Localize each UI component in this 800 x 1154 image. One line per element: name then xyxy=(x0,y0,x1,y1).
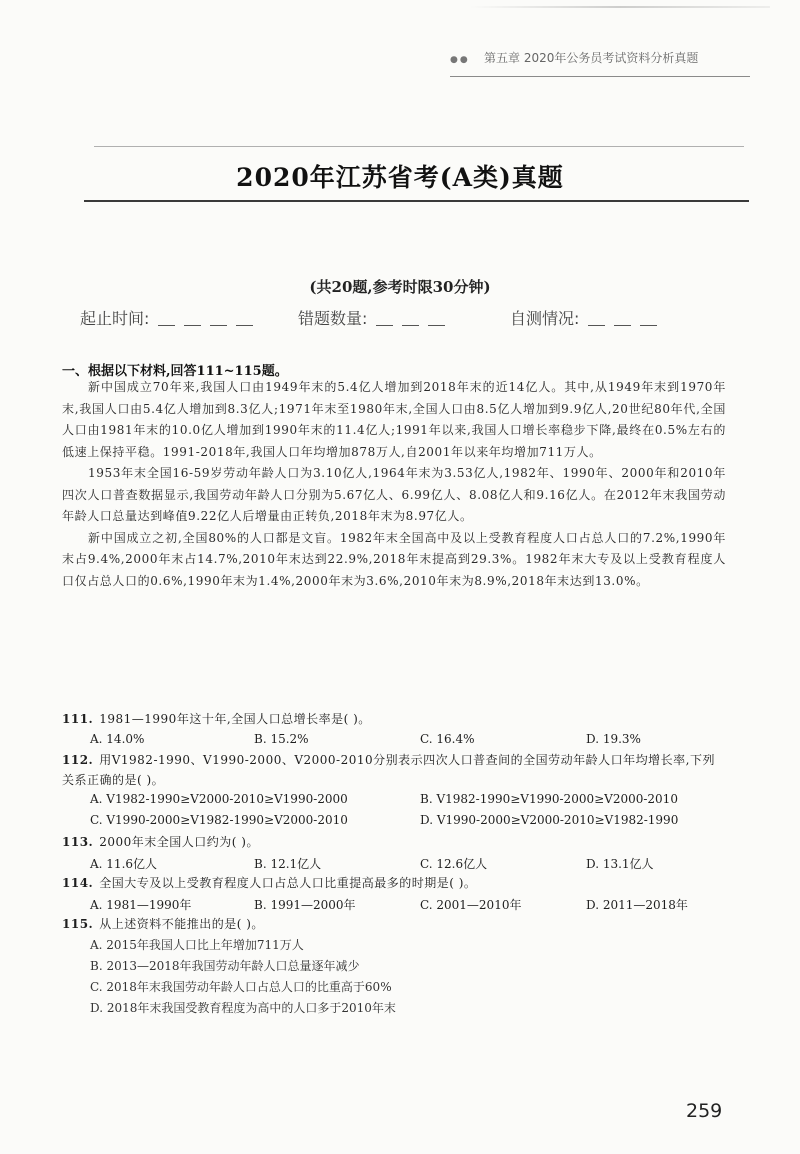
option-b: B. 1991—2000年 xyxy=(254,898,356,912)
option-b: B. V1982-1990≥V1990-2000≥V2000-2010 xyxy=(420,792,678,806)
reading-passage xyxy=(62,377,726,592)
blank-line xyxy=(184,311,201,326)
running-header xyxy=(450,48,750,68)
question-number: 113. xyxy=(62,835,94,849)
question-stem: 从上述资料不能推出的是( )。 xyxy=(99,917,264,931)
option-d: D. 2018年末我国受教育程度为高中的人口多于2010年末 xyxy=(90,1001,396,1015)
title-rule-bottom xyxy=(84,200,749,202)
question-number: 114. xyxy=(62,876,94,890)
option-c: C. 16.4% xyxy=(420,732,475,746)
question-number: 112. xyxy=(62,753,94,767)
question-111 xyxy=(62,709,726,750)
blank-line xyxy=(210,311,227,326)
error-count-field xyxy=(298,306,445,329)
scan-artifact xyxy=(470,6,770,8)
start-end-time-label: 起止时间: xyxy=(80,309,150,328)
option-a: A. V1982-1990≥V2000-2010≥V1990-2000 xyxy=(90,792,348,806)
blank-line xyxy=(402,311,419,326)
error-count-label: 错题数量: xyxy=(298,309,368,328)
blank-line xyxy=(588,311,605,326)
header-dots: ●● xyxy=(450,55,470,65)
blank-line xyxy=(376,311,393,326)
blank-line xyxy=(236,311,253,326)
option-c: C. 12.6亿人 xyxy=(420,857,488,871)
option-c: C. 2001—2010年 xyxy=(420,898,522,912)
passage-paragraph: 新中国成立之初,全国80%的人口都是文盲。1982年末全国高中及以上受教育程度人口占总人口的7.2%,1990年末占9.4%,2000年末占14.7%,2010年末达到22.9%,2018年末提高到29.3%。1982年末大专及以上受教育程度人口仅占总人口的0.6%,1990年末为1.4%,2000年末为3.6%,2010年末为8.9%,2018年末达到13.0%。 xyxy=(62,530,726,588)
self-record-line xyxy=(80,304,730,330)
blank-line xyxy=(614,311,631,326)
page-number: 259 xyxy=(686,1100,723,1122)
question-stem: 全国大专及以上受教育程度人口占总人口比重提高最多的时期是( )。 xyxy=(99,876,477,890)
option-d: D. 19.3% xyxy=(586,732,641,746)
section-heading: 一、根据以下材料,回答111~115题。 xyxy=(62,364,288,379)
blank-line xyxy=(158,311,175,326)
question-stem: 2000年末全国人口约为( )。 xyxy=(99,835,259,849)
passage-paragraph: 1953年末全国16-59岁劳动年龄人口为3.10亿人,1964年末为3.53亿人,1982年、1990年、2000年和2010年四次人口普查数据显示,我国劳动年龄人口分别为5.67亿人、6.99亿人、8.08亿人和9.16亿人。在2012年末我国劳动年龄人口总量达到峰值9.22亿人后增量由正转负,2018年末为8.97亿人。 xyxy=(62,466,726,523)
blank-line xyxy=(428,311,445,326)
header-rule xyxy=(450,76,750,77)
question-stem: 1981—1990年这十年,全国人口总增长率是( )。 xyxy=(99,712,371,726)
option-b: B. 12.1亿人 xyxy=(254,857,322,871)
option-d: D. 13.1亿人 xyxy=(586,857,654,871)
option-a: A. 14.0% xyxy=(90,732,145,746)
start-end-time-field xyxy=(80,306,253,329)
title-rule-top xyxy=(94,146,744,147)
running-header-text: 第五章 2020年公务员考试资料分析真题 xyxy=(484,51,699,65)
page-title: 2020年江苏省考(A类)真题 xyxy=(236,163,564,192)
self-test-field xyxy=(510,306,657,329)
self-test-label: 自测情况: xyxy=(510,309,580,328)
option-a: A. 11.6亿人 xyxy=(90,857,158,871)
option-b: B. 15.2% xyxy=(254,732,309,746)
option-d: D. V1990-2000≥V2000-2010≥V1982-1990 xyxy=(420,813,679,827)
option-a: A. 1981—1990年 xyxy=(90,898,192,912)
blank-line xyxy=(640,311,657,326)
question-113 xyxy=(62,832,726,873)
option-b: B. 2013—2018年我国劳动年龄人口总量逐年减少 xyxy=(90,959,360,973)
question-114 xyxy=(62,873,726,914)
passage-paragraph: 新中国成立70年来,我国人口由1949年末的5.4亿人增加到2018年末的近14亿人。其中,从1949年末到1970年末,我国人口由5.4亿人增加到8.3亿人;1971年末至1980年末,全国人口由8.5亿人增加到9.9亿人,20世纪80年代,全国人口由1981年末的10.0亿人增加到1990年末的11.4亿人;1991年以来,我国人口增长率稳步下降,最终在0.5%左右的低速上保持平稳。1991-2018年,我国人口年均增加878万人,自2001年以来年均增加711万人。 xyxy=(62,380,726,459)
option-c: C. 2018年末我国劳动年龄人口占总人口的比重高于60% xyxy=(90,980,392,994)
question-list xyxy=(62,709,726,1018)
question-112 xyxy=(62,750,726,832)
option-a: A. 2015年我国人口比上年增加711万人 xyxy=(90,938,304,952)
question-115 xyxy=(62,914,726,1018)
question-number: 115. xyxy=(62,917,94,931)
option-c: C. V1990-2000≥V1982-1990≥V2000-2010 xyxy=(90,813,348,827)
question-stem: 用V1982-1990、V1990-2000、V2000-2010分别表示四次人口普查间的全国劳动年龄人口年均增长率,下列关系正确的是( )。 xyxy=(62,753,715,787)
subtitle: (共20题,参考时限30分钟) xyxy=(309,278,491,296)
question-number: 111. xyxy=(62,712,94,726)
option-d: D. 2011—2018年 xyxy=(586,898,688,912)
